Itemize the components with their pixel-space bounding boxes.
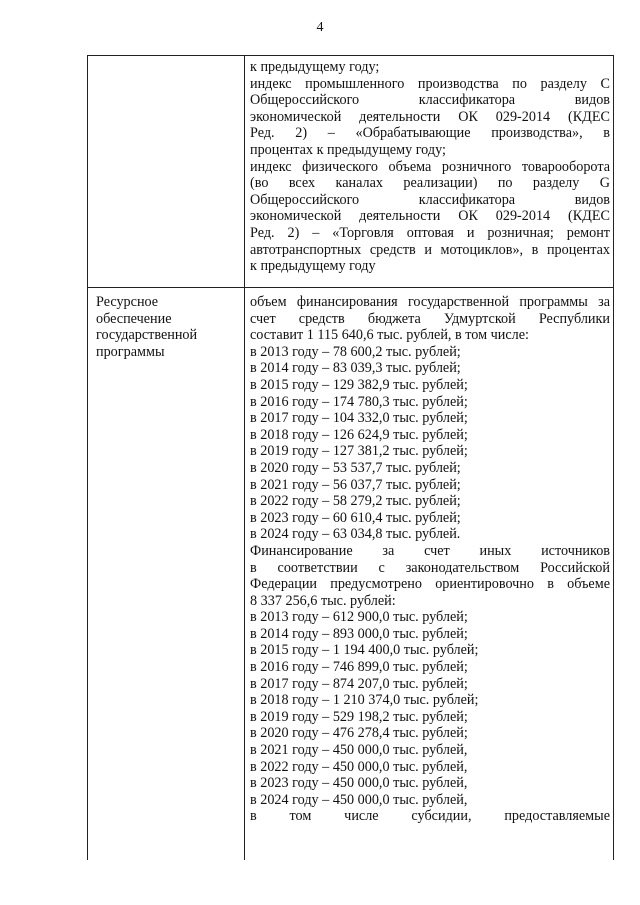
text-line: индекс промышленного производства по разделу С: [250, 75, 610, 92]
text-line: в 2021 году – 450 000,0 тыс. рублей,: [250, 742, 468, 759]
text-line: к предыдущему году: [250, 258, 376, 275]
text-line: Федерации предусмотрено ориентировочно в объеме: [250, 576, 610, 593]
text-line: Ред. 2) – «Обрабатывающие производства», в: [250, 125, 610, 142]
program-passport-table: [87, 55, 614, 860]
text-line: в 2017 году – 104 332,0 тыс. рублей;: [250, 410, 468, 427]
text-line: в 2014 году – 83 039,3 тыс. рублей;: [250, 360, 461, 377]
text-line: в 2016 году – 174 780,3 тыс. рублей;: [250, 393, 468, 410]
row-label-line: государственной: [96, 327, 198, 344]
text-line: процентах к предыдущему году;: [250, 141, 446, 158]
text-line: в 2016 году – 746 899,0 тыс. рублей;: [250, 659, 468, 676]
text-line: объем финансирования государственной программы за: [250, 294, 610, 310]
text-line: индекс физического объема розничного товарооборота: [250, 158, 610, 175]
text-line: в 2018 году – 126 624,9 тыс. рублей;: [250, 426, 468, 443]
text-line: в 2014 году – 893 000,0 тыс. рублей;: [250, 625, 468, 642]
text-line: в том числе субсидии, предоставляемые: [250, 808, 610, 825]
text-line: в 2022 году – 450 000,0 тыс. рублей,: [250, 758, 468, 775]
text-line: в 2023 году – 450 000,0 тыс. рублей,: [250, 775, 468, 792]
row-label-line: обеспечение: [96, 310, 172, 327]
text-line: Общероссийского классификатора видов: [250, 191, 610, 208]
text-line: (во всех каналах реализации) по разделу G: [250, 175, 610, 192]
text-line: к предыдущему году;: [250, 59, 380, 75]
text-line: в 2019 году – 529 198,2 тыс. рублей;: [250, 708, 468, 725]
row-label-line: программы: [96, 343, 165, 360]
row1-content-cell: [250, 59, 610, 275]
text-line: в 2024 году – 63 034,8 тыс. рублей.: [250, 526, 461, 543]
text-line: в 2024 году – 450 000,0 тыс. рублей,: [250, 791, 468, 808]
row-label-line: Ресурсное: [96, 294, 159, 310]
text-line: экономической деятельности ОК 029-2014 (КДЕС: [250, 208, 610, 225]
text-line: в 2013 году – 78 600,2 тыс. рублей;: [250, 343, 461, 360]
text-line: Ред. 2) – «Торговля оптовая и розничная; ремонт: [250, 224, 610, 241]
text-line: в 2015 году – 1 194 400,0 тыс. рублей;: [250, 642, 479, 659]
text-line: в 2015 году – 129 382,9 тыс. рублей;: [250, 376, 468, 393]
row-divider: [88, 287, 613, 288]
resource-provision-label-cell: [96, 294, 236, 360]
text-line: Общероссийского классификатора видов: [250, 92, 610, 109]
text-line: экономической деятельности ОК 029-2014 (КДЕС: [250, 108, 610, 125]
text-line: в 2019 году – 127 381,2 тыс. рублей;: [250, 443, 468, 460]
text-line: в 2020 году – 476 278,4 тыс. рублей;: [250, 725, 468, 742]
page-number: 4: [316, 20, 324, 35]
column-divider: [244, 56, 245, 860]
text-line: составит 1 115 640,6 тыс. рублей, в том числе:: [250, 327, 529, 344]
text-line: в соответствии с законодательством Российской: [250, 559, 610, 576]
text-line: в 2018 году – 1 210 374,0 тыс. рублей;: [250, 692, 479, 709]
text-line: в 2021 году – 56 037,7 тыс. рублей;: [250, 476, 461, 493]
text-line: 8 337 256,6 тыс. рублей:: [250, 592, 396, 609]
text-line: автотранспортных средств и мотоциклов», в процентах: [250, 241, 610, 258]
resource-provision-content-cell: [250, 294, 610, 825]
text-line: в 2020 году – 53 537,7 тыс. рублей;: [250, 459, 461, 476]
text-line: в 2022 году – 58 279,2 тыс. рублей;: [250, 493, 461, 510]
text-line: счет средств бюджета Удмуртской Республики: [250, 310, 610, 327]
text-line: Финансирование за счет иных источников: [250, 542, 610, 559]
text-line: в 2017 году – 874 207,0 тыс. рублей;: [250, 675, 468, 692]
text-line: в 2023 году – 60 610,4 тыс. рублей;: [250, 509, 461, 526]
text-line: в 2013 году – 612 900,0 тыс. рублей;: [250, 609, 468, 626]
